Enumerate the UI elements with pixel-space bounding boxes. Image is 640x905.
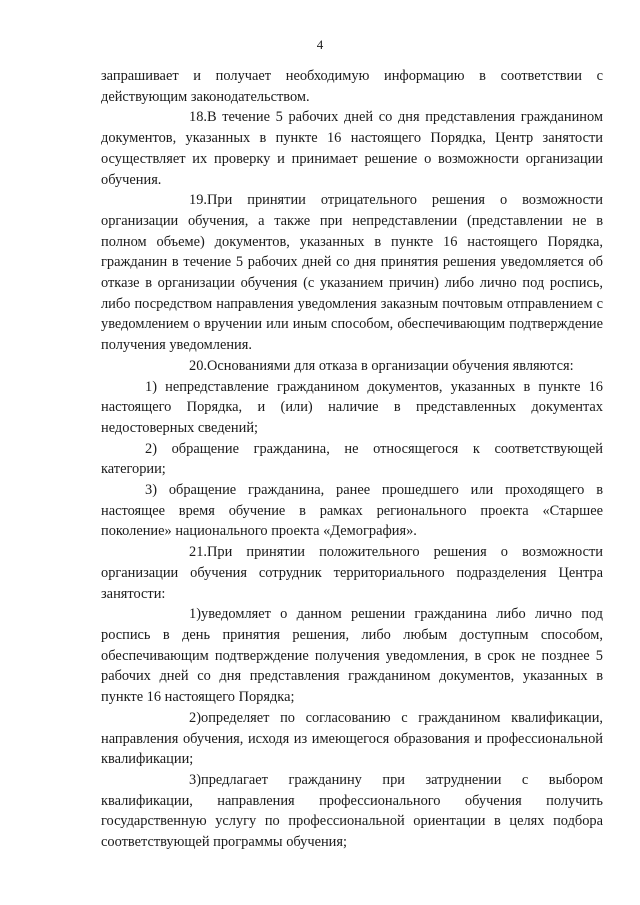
paragraph-text: Основаниями для отказа в организации обучения являются: [207,357,574,374]
paragraph-text: При принятии положительного решения о возможности организации обучения сотрудник территориального подразделения Центра занятости: [101,544,603,602]
paragraph-text: В течение 5 рабочих дней со дня представления гражданином документов, указанных в пункте 16 настоящего Порядка, Центр занятости осуществляет их проверку и принимает решение о возможности организации обучения. [101,109,603,188]
paragraph-text: 1) непредставление гражданином документов, указанных в пункте 16 настоящего Порядка, и (или) наличие в представленных документах недостоверных сведений; [101,378,603,436]
paragraph-text: 3) обращение гражданина, ранее прошедшего или проходящего в настоящее время обучение в рамках регионального проекта «Старшее поколение» национального проекта «Демография». [101,482,603,540]
list-item-20-2 [101,439,603,480]
list-item-21-2 [101,708,603,770]
paragraph-text: определяет по согласованию с гражданином квалификации, направления обучения, исходя из имеющегося образования и профессиональной квалификации; [101,709,603,768]
document-body [101,66,603,853]
paragraph-number: 18. [189,109,207,126]
paragraph-18 [101,107,603,190]
paragraph-number: 1) [189,606,201,623]
paragraph-21 [101,542,603,604]
paragraph-number: 2) [189,709,201,726]
paragraph-text: уведомляет о данном решении гражданина либо лично под роспись в день принятия решения, либо любым доступным способом, обеспечивающим подтверждение получения уведомления, в срок не позднее 5 рабочих дней со дня представления гражданином документов, указанных в пункте 16 настоящего Порядка; [101,606,603,706]
list-item-20-3 [101,480,603,542]
list-item-21-3 [101,770,603,853]
list-item-21-1 [101,604,603,708]
paragraph-text: При принятии отрицательного решения о возможности организации обучения, а также при непредставлении (представлении не в полном объеме) документов, указанных в пункте 16 настоящего Порядка, гражданин в течение 5 рабочих дней со дня принятия решения уведомляется об отказе в организации обучения (с указанием причин) либо лично под роспись, либо посредством направления уведомления заказным почтовым отправлением с уведомлением о вручении или иным способом, обеспечивающим подтверждение получения уведомления. [101,192,603,354]
list-item-20-1 [101,377,603,439]
paragraph-number: 21. [189,544,207,561]
paragraph-number: 20. [189,357,207,374]
paragraph-number: 3) [189,771,201,788]
paragraph-20 [101,356,603,377]
paragraph-19 [101,190,603,356]
paragraph-text: запрашивает и получает необходимую информацию в соответствии с действующим законодательством. [101,68,603,105]
paragraph-number: 19. [189,192,207,209]
page-number: 4 [316,37,324,52]
paragraph-text: предлагает гражданину при затруднении с выбором квалификации, направления профессионального обучения получить государственную услугу по профессиональной ориентации в целях подбора соответствующей программы обучения; [101,771,603,851]
paragraph-text: 2) обращение гражданина, не относящегося к соответствующей категории; [101,440,603,478]
paragraph-continuation [101,66,603,107]
